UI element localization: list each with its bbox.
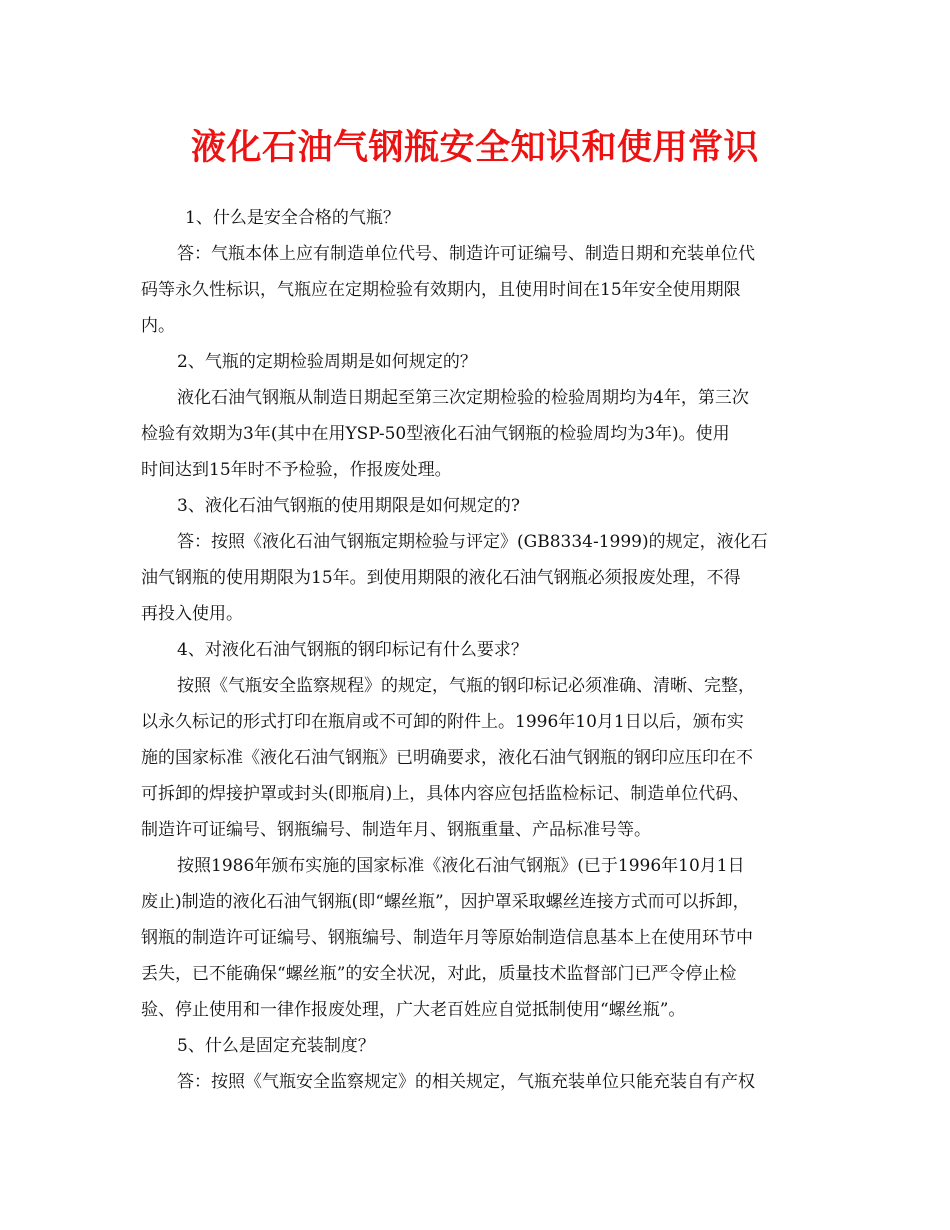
answer-4-para-2-line-1: 按照1986年颁布实施的国家标准《液化石油气钢瓶》(已于1996年10月1日: [177, 856, 745, 876]
answer-2-line-2: 检验有效期为3年(其中在用YSP-50型液化石油气钢瓶的检验周均为3年)。使用: [141, 424, 730, 444]
question-2-heading: 2、气瓶的定期检验周期是如何规定的？: [177, 352, 477, 372]
answer-4-para-2-line-3: 钢瓶的制造许可证编号、钢瓶编号、制造年月等原始制造信息基本上在使用环节中: [141, 928, 753, 948]
answer-3-line-1: 答：按照《液化石油气钢瓶定期检验与评定》(GB8334-1999)的规定，液化石: [177, 532, 768, 552]
answer-5-line-1: 答：按照《气瓶安全监察规定》的相关规定，气瓶充装单位只能充装自有产权: [177, 1072, 755, 1092]
question-4-heading: 4、对液化石油气钢瓶的钢印标记有什么要求？: [177, 640, 528, 660]
question-1-heading: 1、什么是安全合格的气瓶？: [185, 208, 400, 228]
answer-4-para-2-line-4: 丢失，已不能确保“螺丝瓶”的安全状况，对此，质量技术监督部门已严令停止检: [141, 964, 737, 984]
answer-4-para-1-line-1: 按照《气瓶安全监察规程》的规定，气瓶的钢印标记必须准确、清晰、完整，: [177, 676, 755, 696]
answer-4-para-2-line-5: 验、停止使用和一律作报废处理，广大老百姓应自觉抵制使用“螺丝瓶”。: [141, 1000, 686, 1020]
answer-4-para-1-line-5: 制造许可证编号、钢瓶编号、制造年月、钢瓶重量、产品标准号等。: [141, 820, 651, 840]
answer-3-line-2: 油气钢瓶的使用期限为15年。到使用期限的液化石油气钢瓶必须报废处理，不得: [141, 568, 741, 588]
question-3-heading: 3、液化石油气钢瓶的使用期限是如何规定的?: [177, 496, 520, 516]
answer-4-para-1-line-2: 以永久标记的形式打印在瓶肩或不可卸的附件上。1996年10月1日以后，颁布实: [141, 712, 744, 732]
answer-1-line-3: 内。: [141, 316, 175, 336]
question-5-heading: 5、什么是固定充装制度？: [177, 1036, 375, 1056]
answer-1-line-1: 答：气瓶本体上应有制造单位代号、制造许可证编号、制造日期和充装单位代: [177, 244, 755, 264]
answer-4-para-1-line-3: 施的国家标准《液化石油气钢瓶》已明确要求，液化石油气钢瓶的钢印应压印在不: [141, 748, 753, 768]
document-body: [141, 200, 811, 1100]
document-title: 液化石油气钢瓶安全知识和使用常识: [190, 127, 759, 168]
answer-3-line-3: 再投入使用。: [141, 604, 243, 624]
answer-4-para-2-line-2: 废止)制造的液化石油气钢瓶(即“螺丝瓶”，因护罩采取螺丝连接方式而可以拆卸，: [141, 892, 750, 912]
answer-1-line-2: 码等永久性标识，气瓶应在定期检验有效期内，且使用时间在15年安全使用期限: [141, 280, 741, 300]
answer-4-para-1-line-4: 可拆卸的焊接护罩或封头(即瓶肩)上，具体内容应包括监检标记、制造单位代码、: [141, 784, 750, 804]
answer-2-line-1: 液化石油气钢瓶从制造日期起至第三次定期检验的检验周期均为4年，第三次: [177, 388, 749, 408]
answer-2-line-3: 时间达到15年时不予检验，作报废处理。: [141, 460, 452, 480]
